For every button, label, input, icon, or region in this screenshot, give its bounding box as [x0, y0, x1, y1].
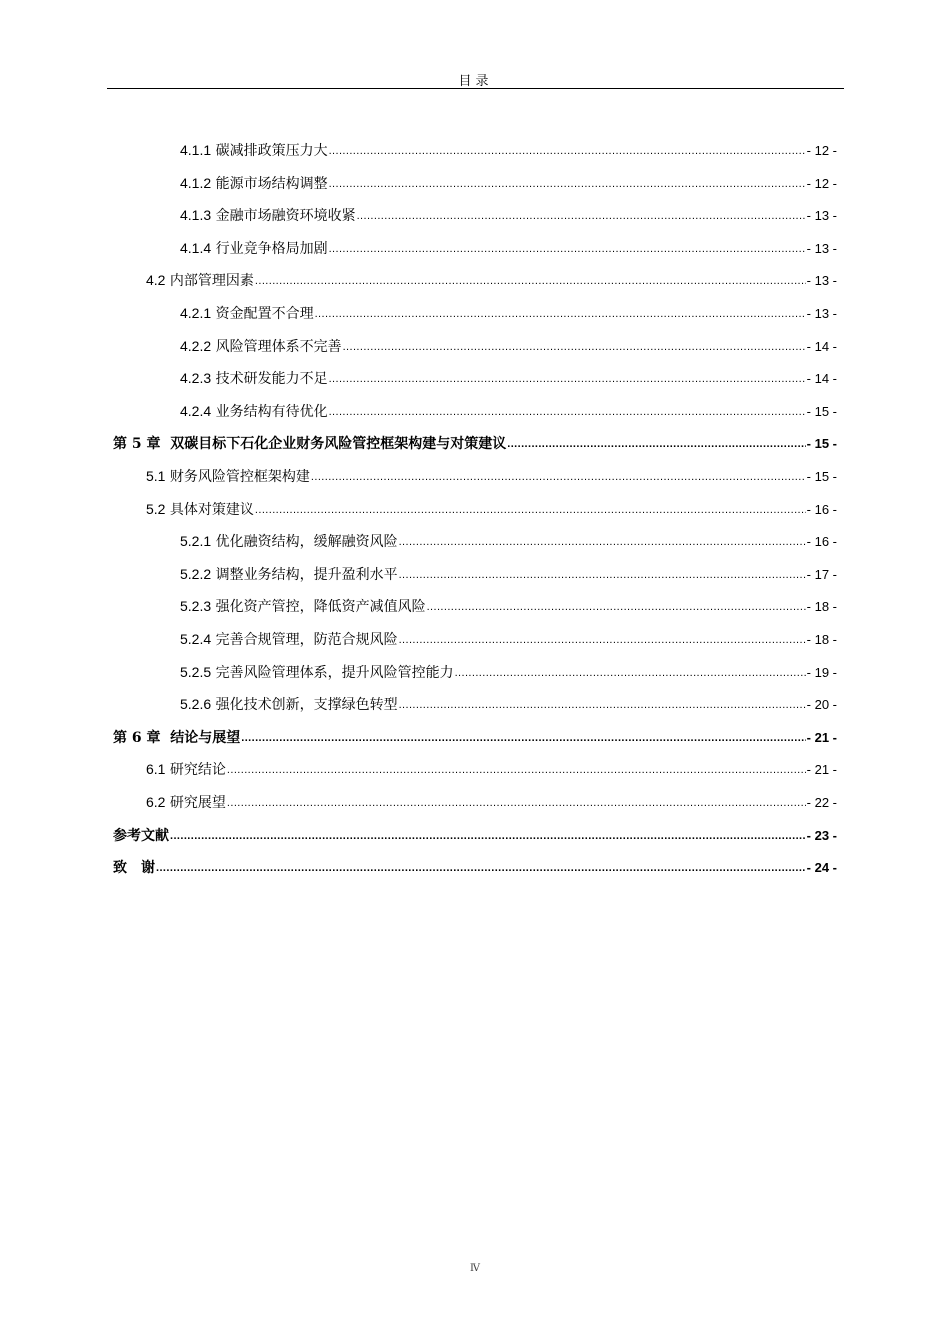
toc-entry-page: - 15 -	[806, 436, 837, 451]
toc-entry-text: 强化技术创新，支撑绿色转型	[215, 697, 398, 713]
toc-entry-number: 4.2.3	[180, 370, 212, 386]
toc-entry-number: 6.1	[146, 761, 166, 777]
toc-dot-leader	[507, 435, 805, 453]
toc-entry-text: 风险管理体系不完善	[215, 339, 342, 355]
toc-entry-label	[113, 729, 240, 747]
toc-entry-number: 4.2.2	[180, 338, 212, 354]
toc-dot-leader	[399, 533, 806, 551]
toc-entry[interactable]	[180, 336, 837, 356]
toc-dot-leader	[329, 240, 806, 258]
toc-dot-leader	[329, 175, 806, 193]
toc-entry-number: 第 6 章	[113, 730, 161, 746]
toc-dot-leader	[241, 729, 805, 747]
toc-entry-text: 行业竞争格局加剧	[215, 241, 328, 257]
toc-entry-number: 第 5 章	[113, 436, 161, 452]
toc-entry-page: - 13 -	[806, 208, 837, 223]
toc-entry-text: 完善合规管理，防范合规风险	[215, 632, 398, 648]
toc-entry-label	[180, 695, 398, 714]
toc-dot-leader	[329, 370, 806, 388]
toc-entry-text: 强化资产管控，降低资产减值风险	[215, 599, 426, 615]
toc-entry[interactable]	[113, 433, 837, 453]
toc-entry-text: 研究结论	[169, 762, 226, 778]
toc-entry-page: - 23 -	[806, 828, 837, 843]
toc-entry-text: 具体对策建议	[169, 502, 254, 518]
toc-entry-number: 4.2	[146, 272, 166, 288]
toc-entry-number: 4.2.4	[180, 403, 212, 419]
toc-entry-page: - 13 -	[806, 241, 837, 256]
toc-entry-number: 5.2.2	[180, 566, 212, 582]
toc-entry-label	[180, 174, 328, 193]
toc-entry[interactable]	[146, 499, 837, 519]
toc-entry-label	[113, 435, 506, 453]
toc-entry[interactable]	[180, 173, 837, 193]
toc-entry-number: 5.2.4	[180, 631, 212, 647]
toc-entry-text: 参考文献	[113, 828, 169, 844]
toc-entry-label	[180, 565, 398, 584]
toc-entry-text: 双碳目标下石化企业财务风险管控框架构建与对策建议	[170, 436, 507, 452]
toc-entry-label	[180, 206, 356, 225]
toc-entry-text: 金融市场融资环境收紧	[215, 208, 356, 224]
toc-dot-leader	[255, 501, 806, 519]
toc-entry-text: 资金配置不合理	[215, 306, 314, 322]
toc-dot-leader	[329, 142, 806, 160]
toc-dot-leader	[227, 794, 806, 812]
toc-entry-label	[113, 859, 155, 877]
toc-dot-leader	[399, 696, 806, 714]
toc-entry-page: - 21 -	[806, 730, 837, 745]
toc-entry-page: - 22 -	[806, 795, 837, 810]
toc-entry-text: 优化融资结构，缓解融资风险	[215, 534, 398, 550]
toc-entry-page: - 13 -	[806, 306, 837, 321]
toc-entry-page: - 16 -	[806, 534, 837, 549]
toc-entry-label	[180, 630, 398, 649]
toc-dot-leader	[455, 664, 806, 682]
toc-entry-page: - 18 -	[806, 632, 837, 647]
toc-entry-label	[146, 793, 226, 812]
toc-entry-text: 财务风险管控框架构建	[169, 469, 310, 485]
toc-entry-text: 完善风险管理体系，提升风险管控能力	[215, 665, 454, 681]
toc-entry-page: - 15 -	[806, 469, 837, 484]
toc-dot-leader	[399, 566, 806, 584]
toc-entry-page: - 16 -	[806, 502, 837, 517]
toc-entry-page: - 21 -	[806, 762, 837, 777]
toc-entry[interactable]	[180, 205, 837, 225]
toc-entry-label	[180, 239, 328, 258]
toc-entry-label	[146, 467, 310, 486]
toc-entry-label	[146, 500, 254, 519]
toc-entry[interactable]	[180, 401, 837, 421]
page-number: Ⅳ	[470, 1263, 480, 1274]
toc-entry-page: - 18 -	[806, 599, 837, 614]
toc-dot-leader	[156, 859, 806, 877]
toc-entry-label	[180, 337, 342, 356]
toc-dot-leader	[311, 468, 806, 486]
toc-entry[interactable]	[113, 857, 837, 877]
toc-entry-number: 5.1	[146, 468, 166, 484]
toc-entry-label	[180, 369, 328, 388]
toc-entry[interactable]	[180, 662, 837, 682]
toc-entry-text: 业务结构有待优化	[215, 404, 328, 420]
toc-entry[interactable]	[146, 270, 837, 290]
toc-entry-page: - 15 -	[806, 404, 837, 419]
toc-entry[interactable]	[180, 368, 837, 388]
toc-entry[interactable]	[180, 564, 837, 584]
toc-entry[interactable]	[146, 792, 837, 812]
toc-entry-number: 4.1.3	[180, 207, 212, 223]
toc-entry-number: 4.1.1	[180, 142, 212, 158]
toc-entry-page: - 14 -	[806, 371, 837, 386]
toc-entry[interactable]	[180, 140, 837, 160]
toc-entry[interactable]	[180, 531, 837, 551]
toc-entry-text: 碳减排政策压力大	[215, 143, 328, 159]
toc-entry-page: - 20 -	[806, 697, 837, 712]
toc-entry-label	[180, 532, 398, 551]
toc-entry-number: 6.2	[146, 794, 166, 810]
toc-entry-number: 5.2.1	[180, 533, 212, 549]
toc-entry[interactable]	[180, 694, 837, 714]
toc-dot-leader	[343, 338, 806, 356]
toc-entry-label	[180, 597, 426, 616]
toc-entry-page: - 12 -	[806, 143, 837, 158]
toc-dot-leader	[427, 598, 806, 616]
toc-entry-text: 内部管理因素	[169, 273, 254, 289]
toc-entry-number: 5.2.3	[180, 598, 212, 614]
toc-entry-text: 技术研发能力不足	[215, 371, 328, 387]
toc-entry[interactable]	[113, 825, 837, 845]
toc-dot-leader	[329, 403, 806, 421]
toc-entry-label	[180, 402, 328, 421]
toc-entry-text: 能源市场结构调整	[215, 176, 328, 192]
toc-entry-label	[146, 760, 226, 779]
toc-entry-label	[180, 304, 314, 323]
toc-entry[interactable]	[146, 466, 837, 486]
toc-dot-leader	[255, 272, 806, 290]
toc-entry[interactable]	[180, 629, 837, 649]
toc-entry[interactable]	[180, 238, 837, 258]
toc-entry-number: 5.2	[146, 501, 166, 517]
toc-entry-page: - 19 -	[806, 665, 837, 680]
toc-entry-text: 研究展望	[169, 795, 226, 811]
toc-dot-leader	[170, 827, 806, 845]
toc-entry-page: - 24 -	[806, 860, 837, 875]
toc-entry[interactable]	[180, 596, 837, 616]
toc-entry-page: - 13 -	[806, 273, 837, 288]
toc-entry-text: 调整业务结构，提升盈利水平	[215, 567, 398, 583]
toc-dot-leader	[399, 631, 806, 649]
toc-entry-page: - 12 -	[806, 176, 837, 191]
toc-entry-page: - 14 -	[806, 339, 837, 354]
header-rule	[107, 88, 844, 89]
toc-entry-number: 4.1.2	[180, 175, 212, 191]
toc-dot-leader	[227, 761, 806, 779]
toc-entry[interactable]	[180, 303, 837, 323]
page-header-title: 目录	[458, 74, 493, 89]
toc-entry-label	[113, 827, 169, 845]
toc-dot-leader	[315, 305, 806, 323]
toc-entry-page: - 17 -	[806, 567, 837, 582]
toc-entry-number: 4.1.4	[180, 240, 212, 256]
toc-entry-number: 4.2.1	[180, 305, 212, 321]
toc-dot-leader	[357, 207, 806, 225]
toc-entry-text: 致 谢	[113, 860, 155, 876]
toc-entry-label	[180, 141, 328, 160]
toc-entry[interactable]	[146, 759, 837, 779]
toc-entry-text: 结论与展望	[170, 730, 241, 746]
toc-entry-label	[146, 271, 254, 290]
toc-entry-number: 5.2.5	[180, 664, 212, 680]
toc-entry-number: 5.2.6	[180, 696, 212, 712]
toc-entry[interactable]	[113, 727, 837, 747]
toc-entry-label	[180, 663, 454, 682]
